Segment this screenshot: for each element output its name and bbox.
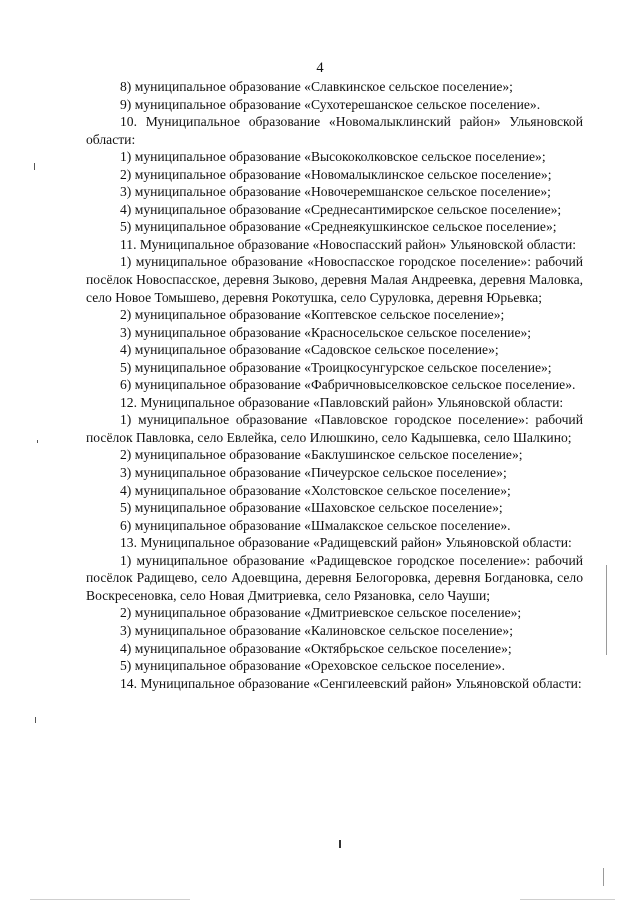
list-item: 3) муниципальное образование «Новочеремшанское сельское поселение»; xyxy=(120,184,551,200)
section-heading: 11. Муниципальное образование «Новоспасский район» Ульяновской области: xyxy=(120,236,577,252)
scan-mark xyxy=(34,163,35,170)
section-heading: 14. Муниципальное образование «Сенгилеевский район» Ульяновской области: xyxy=(120,675,582,691)
list-item: 3) муниципальное образование «Красносельское сельское поселение»; xyxy=(120,324,532,340)
list-item: 1) муниципальное образование «Павловское городское поселение»: рабочий посёлок Павловка, село Евлейка, село Илюшкино, село Кадышевка, село Шалкино; xyxy=(86,412,583,445)
list-item: 1) муниципальное образование «Радищевское городское поселение»: рабочий посёлок Радищево, село Адоевщина, деревня Белогоровка, деревня Богдановка, село Воскресеновка, село Новая Дмитриевка, село Рязановка, село Чауши; xyxy=(86,552,583,603)
list-item: 8) муниципальное образование «Славкинское сельское поселение»; xyxy=(120,79,513,94)
scan-mark xyxy=(35,717,36,723)
list-item: 5) муниципальное образование «Среднеякушкинское сельское поселение»; xyxy=(120,219,557,235)
list-item: 6) муниципальное образование «Шмалакское сельское поселение». xyxy=(120,517,511,533)
list-item: 4) муниципальное образование «Холстовское сельское поселение»; xyxy=(120,482,511,498)
list-item: 3) муниципальное образование «Пичеурское сельское поселение»; xyxy=(120,465,507,481)
scan-edge-line xyxy=(520,899,615,900)
list-item: 2) муниципальное образование «Коптевское сельское поселение»; xyxy=(120,307,505,323)
list-item: 6) муниципальное образование «Фабричновыселковское сельское поселение». xyxy=(120,377,576,393)
list-item: 5) муниципальное образование «Троицкосунгурское сельское поселение»; xyxy=(120,359,552,375)
list-item: 1) муниципальное образование «Новоспасское городское поселение»: рабочий посёлок Новоспасское, деревня Зыково, деревня Малая Андреевка, деревня Маловка, село Новое Томышево, деревня Рокотушка, село Суруловка, деревня Юрьевка; xyxy=(86,254,583,305)
list-item: 2) муниципальное образование «Дмитриевское сельское поселение»; xyxy=(120,605,522,621)
list-item: 4) муниципальное образование «Среднесантимирское сельское поселение»; xyxy=(120,201,562,217)
scan-mark xyxy=(606,565,607,655)
page-number: 4 xyxy=(316,60,324,76)
list-item: 5) муниципальное образование «Шаховское сельское поселение»; xyxy=(120,500,503,516)
scan-mark xyxy=(37,440,38,443)
section-heading: 13. Муниципальное образование «Радищевский район» Ульяновской области: xyxy=(120,535,572,551)
scan-mark xyxy=(339,840,341,848)
list-item: 2) муниципальное образование «Новомалыклинское сельское поселение»; xyxy=(120,166,552,182)
section-heading: 12. Муниципальное образование «Павловский район» Ульяновской области: xyxy=(120,394,564,410)
list-item: 9) муниципальное образование «Сухотерешанское сельское поселение». xyxy=(120,96,541,112)
document-body xyxy=(86,78,583,692)
scan-mark xyxy=(603,868,604,886)
list-item: 2) муниципальное образование «Баклушинское сельское поселение»; xyxy=(120,447,523,463)
section-heading: 10. Муниципальное образование «Новомалыклинский район» Ульяновской области: xyxy=(86,114,583,147)
list-item: 5) муниципальное образование «Ореховское сельское поселение». xyxy=(120,658,506,674)
list-item: 4) муниципальное образование «Садовское сельское поселение»; xyxy=(120,342,499,358)
list-item: 1) муниципальное образование «Высококолковское сельское поселение»; xyxy=(120,149,546,165)
list-item: 4) муниципальное образование «Октябрьское сельское поселение»; xyxy=(120,640,512,656)
scan-edge-line xyxy=(30,899,190,900)
list-item: 3) муниципальное образование «Калиновское сельское поселение»; xyxy=(120,622,514,638)
